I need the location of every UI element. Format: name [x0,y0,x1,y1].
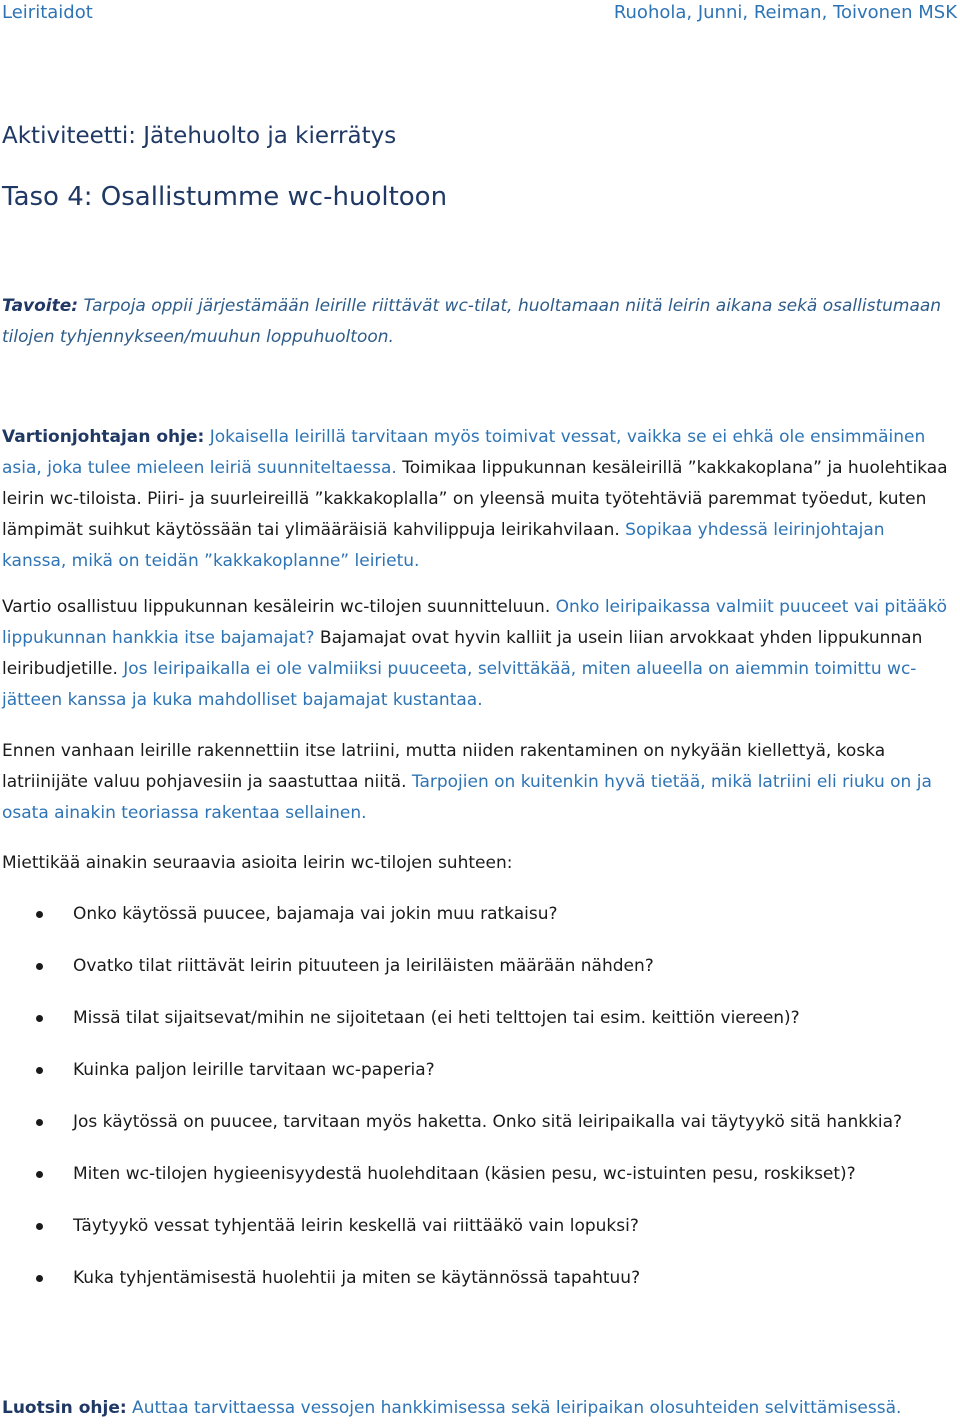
list-item-text: Kuinka paljon leirille tarvitaan wc-paperia? [73,1060,435,1080]
header-left-title: Leiritaidot [2,2,93,23]
list-item [0,1159,958,1190]
scout-leader-paragraph [2,422,954,577]
bullet-icon [36,1067,43,1074]
list-item [0,1263,958,1294]
bullet-icon [36,1275,43,1282]
paragraph-consider: Miettikää ainakin seuraavia asioita leirin wc-tilojen suhteen: [2,853,513,873]
paragraph-planning-d: Jos leiripaikalla ei ole valmiiksi puuceeta, selvittäkää, miten alueella on aiemmin toimittu wc-jätteen kanssa ja kuka mahdolliset bajamajat kustantaa. [2,659,917,710]
goal-paragraph [2,291,954,353]
list-item [0,1211,958,1242]
paragraph-latrine [2,736,954,829]
header-authors: Ruohola, Junni, Reiman, Toivonen MSK [613,2,957,23]
list-item-text: Kuka tyhjentämisestä huolehtii ja miten se käytännössä tapahtuu? [73,1268,641,1288]
list-item [0,899,958,930]
scout-leader-label: Vartionjohtajan ohje: [2,427,205,447]
level-title: Taso 4: Osallistumme wc-huoltoon [2,182,448,212]
bullet-icon [36,1171,43,1178]
goal-text: Tarpoja oppii järjestämään leirille riittävät wc-tilat, huoltamaan niitä leirin aikana sekä osallistumaan tilojen tyhjennykseen/muuhun loppuhuoltoon. [2,296,942,347]
list-item-text: Täytyykö vessat tyhjentää leirin keskellä vai riittääkö vain lopuksi? [73,1216,639,1236]
paragraph-planning-b: Onko leiripaikassa valmiit puuceet vai pitääkö lippukunnan hankkia itse bajamajat? [2,597,948,648]
guide-footer [2,1393,901,1424]
list-item-text: Missä tilat sijaitsevat/mihin ne sijoitetaan (ei heti telttojen tai esim. keittiön viereen)? [73,1008,800,1028]
guide-text: Auttaa tarvittaessa vessojen hankkimisessa sekä leiripaikan olosuhteiden selvittämisessä. [126,1398,902,1418]
bullet-icon [36,963,43,970]
list-item-text: Jos käytössä on puucee, tarvitaan myös haketta. Onko sitä leiripaikalla vai täytyykö sitä hankkia? [73,1112,903,1132]
list-item-text: Ovatko tilat riittävät leirin pituuteen ja leiriläisten määrään nähden? [73,956,654,976]
list-item [0,1107,958,1138]
paragraph-planning-a: Vartio osallistuu lippukunnan kesäleirin wc-tilojen suunnitteluun. [2,597,551,617]
list-item-text: Miten wc-tilojen hygieenisyydestä huolehditaan (käsien pesu, wc-istuinten pesu, roskikset)? [73,1164,856,1184]
scout-leader-text: Jokaisella leirillä tarvitaan myös toimivat vessat, vaikka se ei ehkä ole ensimmäinen asia, joka tulee mieleen leiriä suunniteltaessa. [2,427,926,478]
paragraph-latrine-a: Ennen vanhaan leirille rakennettiin itse latriini, mutta niiden rakentaminen on nykyään kiellettyä, koska latriinijäte valuu pohjavesiin ja saastuttaa niitä. [2,741,886,792]
bullet-icon [36,911,43,918]
bullet-icon [36,1119,43,1126]
activity-title: Aktiviteetti: Jätehuolto ja kierrätys [2,123,397,149]
list-item-text: Onko käytössä puucee, bajamaja vai jokin muu ratkaisu? [73,904,558,924]
consideration-list [0,899,958,1315]
scout-leader-text-dark: Toimikaa lippukunnan kesäleirillä ”kakkakoplana” ja huolehtikaa leirin wc-tiloista. Piiri- ja suurleireillä ”kakkakoplalla” on yleensä muita työtehtäviä paremmat työedut, kuten lämpimät suihkut käytössään tai ylimääräisiä kahvilippuja leirikahvilaan. [2,458,948,540]
bullet-icon [36,1015,43,1022]
scout-leader-text-end: Sopikaa yhdessä leirinjohtajan kanssa, mikä on teidän ”kakkakoplanne” leirietu. [2,520,885,571]
guide-label: Luotsin ohje: [2,1398,127,1418]
list-item [0,1055,958,1086]
paragraph-latrine-b: Tarpojien on kuitenkin hyvä tietää, mikä latriini eli riuku on ja osata ainakin teoriassa rakentaa sellainen. [2,772,932,823]
paragraph-planning [2,592,954,716]
list-item [0,951,958,982]
goal-label: Tavoite: [2,296,79,316]
paragraph-planning-c: Bajamajat ovat hyvin kalliit ja usein liian arvokkaat yhden lippukunnan leiribudjetille. [2,628,923,679]
list-item [0,1003,958,1034]
bullet-icon [36,1223,43,1230]
